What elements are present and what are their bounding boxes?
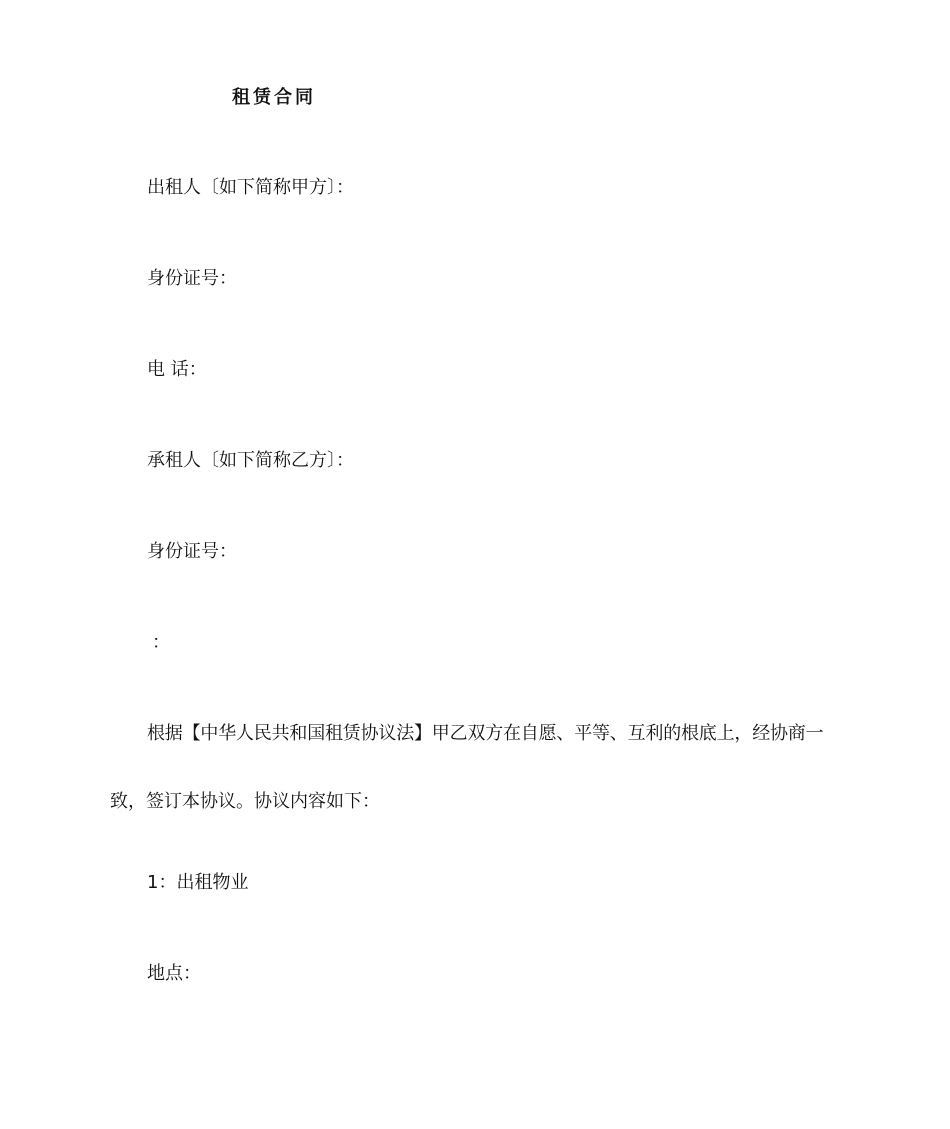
intro-paragraph-line-2: 致，签订本协议。协议内容如下：: [110, 791, 380, 812]
document-title: 租赁合同: [232, 87, 316, 108]
lessee-label: 承租人〔如下简称乙方〕：: [147, 450, 354, 471]
lessee-phone-label: ：: [152, 632, 170, 653]
lessee-id-label: 身份证号：: [147, 541, 237, 562]
lessor-label: 出租人〔如下简称甲方〕：: [147, 177, 354, 198]
lessor-phone-label: 电 话：: [147, 359, 207, 380]
lessor-id-label: 身份证号：: [147, 268, 237, 289]
location-label: 地点：: [147, 963, 201, 984]
section-1-heading: 1：出租物业: [147, 872, 249, 893]
intro-paragraph-line-1: 根据【中华人民共和国租赁协议法】甲乙双方在自愿、平等、互利的根底上，经协商一: [147, 723, 824, 744]
intro-paragraph: [110, 722, 850, 814]
